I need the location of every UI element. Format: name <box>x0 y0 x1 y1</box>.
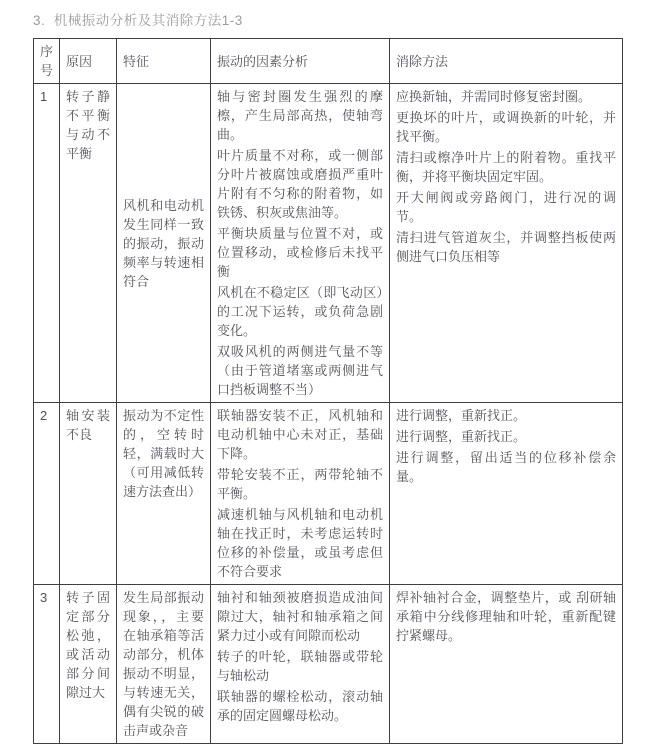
solution-cell-text: 清扫进气管道灰尘，并调整挡板使两侧进气口负压相等 <box>396 230 616 264</box>
analysis-cell-text: 双吸风机的两侧进气量不等（由于管道堵塞或两侧进气口挡板调整不当） <box>217 344 383 397</box>
feature-cell <box>117 84 211 403</box>
cause-cell <box>60 585 117 744</box>
analysis-cell <box>211 403 390 585</box>
cause-cell <box>60 84 117 403</box>
analysis-cell-text: 联轴器安装不正，风机轴和电动机轴中心未对正，基础下降。 <box>217 408 383 461</box>
row-number-cell <box>34 403 60 585</box>
solution-cell-text: 清扫或檫净叶片上的附着物。重找平衡，并将平衡块固定牢固。 <box>396 150 616 184</box>
cause-cell-text: 转子固定部分松弛，或活动部分间隙过大 <box>66 590 110 700</box>
solution-cell <box>390 585 623 744</box>
solution-cell-text: 更换坏的叶片，或调换新的叶轮，并找平衡。 <box>396 110 616 144</box>
cause-cell <box>60 403 117 585</box>
feature-cell <box>117 585 211 744</box>
cause-cell-text: 转子静不平衡与动不平衡 <box>66 89 110 161</box>
column-header: 消除方法 <box>390 39 623 84</box>
feature-cell-text: 风机和电动机发生同样一致的振动，振动频率与转速相符合 <box>123 197 204 289</box>
column-header: 序号 <box>34 39 60 84</box>
table-row <box>34 84 623 403</box>
column-header: 振动的因素分析 <box>211 39 390 84</box>
solution-cell-text: 焊补轴衬合金，调整垫片，或 刮研轴承箱中分线修理轴和叶轮，重新配键拧紧螺母。 <box>396 590 616 643</box>
solution-cell <box>390 403 623 585</box>
table-row <box>34 585 623 744</box>
cause-cell-text: 轴安装不良 <box>66 408 110 442</box>
vibration-analysis-table <box>33 38 623 744</box>
row-number-cell-text: 1 <box>40 89 48 104</box>
analysis-cell-text: 减速机轴与风机轴和电动机轴在找正时，未考虑运转时位移的补偿量，或虽考虑但不符合要求 <box>217 507 383 579</box>
analysis-cell-text: 转子的叶轮，联轴器或带轮与轴松动 <box>217 649 383 683</box>
column-header: 特征 <box>117 39 211 84</box>
table-row <box>34 403 623 585</box>
analysis-cell-text: 轴衬和轴颈被磨损造成油间隙过大，轴衬和轴承箱之间紧力过小或有间隙而松动 <box>217 590 383 643</box>
solution-cell-text: 应换新轴，并需同时修复密封圈。 <box>396 89 592 104</box>
column-header: 原因 <box>60 39 117 84</box>
analysis-cell-text: 联轴器的螺栓松动，滚动轴承的固定圆螺母松动。 <box>217 689 383 723</box>
solution-cell <box>390 84 623 403</box>
feature-cell-text: 振动为不定性的，空转时轻，满载时大（可用减低转速方法查出） <box>123 408 204 499</box>
row-number-cell-text: 3 <box>40 590 48 605</box>
row-number-cell-text: 2 <box>40 408 48 423</box>
feature-cell <box>117 403 211 585</box>
analysis-cell-text: 叶片质量不对称，或一侧部分叶片被腐蚀或磨损严重叶片附有不匀称的附着物，如铁锈、积灰或焦油等。 <box>217 148 383 220</box>
row-number-cell <box>34 585 60 744</box>
analysis-cell <box>211 585 390 744</box>
solution-cell-text: 进行调整，重新找正。 <box>396 408 527 423</box>
page-title: 3. 机械振动分析及其消除方法1-3 <box>33 13 243 28</box>
analysis-cell-text: 轴与密封圈发生强烈的摩檫，产生局部高热，使轴弯曲。 <box>217 89 383 142</box>
analysis-cell <box>211 84 390 403</box>
solution-cell-text: 进行调整，留出适当的位移补偿余量。 <box>396 450 616 484</box>
row-number-cell <box>34 84 60 403</box>
analysis-cell-text: 带轮安装不正，两带轮轴不平衡。 <box>217 467 383 501</box>
table-header <box>34 39 623 84</box>
feature-cell-text: 发生局部振动现象，，主要在轴承箱等活动部分，机体振动不明显，与转速无关，偶有尖锐的破击声或杂音 <box>123 590 204 738</box>
table-header-row <box>34 39 623 84</box>
solution-cell-text: 进行调整，重新找正。 <box>396 429 527 444</box>
solution-cell-text: 开大闸阀或旁路阀门，进行况的调节。 <box>396 190 616 224</box>
analysis-cell-text: 风机在不稳定区（即飞动区）的工况下运转，或负荷急剧变化。 <box>217 285 383 338</box>
analysis-cell-text: 平衡块质量与位置不对，或位置移动，或检修后未找平衡 <box>217 226 383 279</box>
table-body <box>34 84 623 744</box>
